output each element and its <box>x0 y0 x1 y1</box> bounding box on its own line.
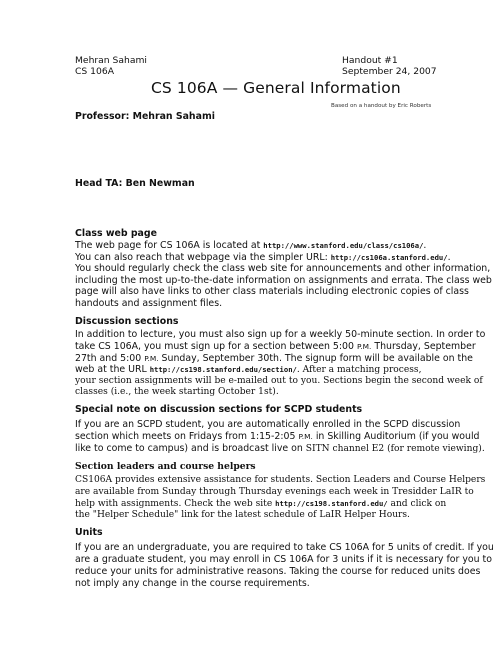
scpd-paragraph-line: like to come to campus) and is broadcast live on SITN channel E2 (for remote viewing). <box>75 443 485 454</box>
web-paragraph-line: You can also reach that webpage via the simpler URL: http://cs106a.stanford.edu/. <box>75 252 451 263</box>
units-paragraph-line: If you are an undergraduate, you are required to take CS 106A for 5 units of credit. If you <box>75 542 494 553</box>
units-paragraph-line: are a graduate student, you may enroll in CS 106A for 3 units if it is necessary for you to <box>75 554 492 565</box>
scpd-paragraph-line: section which meets on Fridays from 1:15-2:05 P.M. in Skilling Auditorium (if you would <box>75 431 480 442</box>
discussion-paragraph-line: In addition to lecture, you must also sign up for a weekly 50-minute section. In order to <box>75 329 486 340</box>
units-paragraph-line: not imply any change in the course requirements. <box>75 578 310 589</box>
leaders-paragraph-line: the "Helper Schedule" link for the latest schedule of LaIR Helper Hours. <box>75 510 410 520</box>
discussion-paragraph-line: take CS 106A, you must sign up for a section between 5:00 P.M. Thursday, September <box>75 341 476 352</box>
discussion-paragraph-line: classes (i.e., the week starting October 1st). <box>75 387 279 397</box>
handout-date: September 24, 2007 <box>342 66 437 77</box>
scpd-paragraph-line: If you are an SCPD student, you are automatically enrolled in the SCPD discussion <box>75 419 461 430</box>
helper-site-link[interactable]: http://cs198.stanford.edu/ <box>275 499 388 508</box>
section-leaders-heading: Section leaders and course helpers <box>75 461 256 472</box>
leaders-paragraph-line: CS106A provides extensive assistance for students. Section Leaders and Course Helpers <box>75 475 486 485</box>
web-paragraph-line: The web page for CS 106A is located at http://www.stanford.edu/class/cs106a/. <box>75 240 427 251</box>
scpd-heading: Special note on discussion sections for SCPD students <box>75 404 363 415</box>
web-paragraph-line: page will also have links to other class materials including electronic copies of class <box>75 286 469 297</box>
head-ta-heading: Head TA: Ben Newman <box>75 178 195 189</box>
attribution-note: Based on a handout by Eric Roberts <box>331 103 432 109</box>
page-title: CS 106A — General Information <box>151 79 401 97</box>
section-url-link[interactable]: http://cs198.stanford.edu/section/ <box>149 365 297 374</box>
class-web-page-heading: Class web page <box>75 228 157 239</box>
leaders-paragraph-line: are available from Sunday through Thursday evenings each week in Tresidder LaIR to <box>75 487 474 497</box>
class-url-link[interactable]: http://www.stanford.edu/class/cs106a/ <box>263 241 424 250</box>
simple-url-link[interactable]: http://cs106a.stanford.edu/ <box>330 253 448 262</box>
discussion-paragraph-line: your section assignments will be e-mailed out to you. Sections begin the second week of <box>75 376 483 386</box>
professor-heading: Professor: Mehran Sahami <box>75 111 215 122</box>
handout-number: Handout #1 <box>342 55 398 66</box>
units-heading: Units <box>75 527 103 538</box>
course-code: CS 106A <box>75 66 114 77</box>
web-paragraph-line: including the most up-to-the-date information on assignments and errata. The class web <box>75 275 492 286</box>
units-paragraph-line: reduce your units for administrative reasons. Taking the course for reduced units does <box>75 566 481 577</box>
discussion-sections-heading: Discussion sections <box>75 316 179 327</box>
leaders-paragraph-line: help with assignments. Check the web site http://cs198.stanford.edu/ and click on <box>75 499 447 509</box>
web-paragraph-line: handouts and assignment files. <box>75 298 223 309</box>
discussion-paragraph-line: web at the URL http://cs198.stanford.edu/section/. After a matching process, <box>75 364 422 375</box>
author-name: Mehran Sahami <box>75 55 147 66</box>
web-paragraph-line: You should regularly check the class web site for announcements and other information, <box>75 263 491 274</box>
discussion-paragraph-line: 27th and 5:00 P.M. Sunday, September 30th. The signup form will be available on the <box>75 353 473 364</box>
